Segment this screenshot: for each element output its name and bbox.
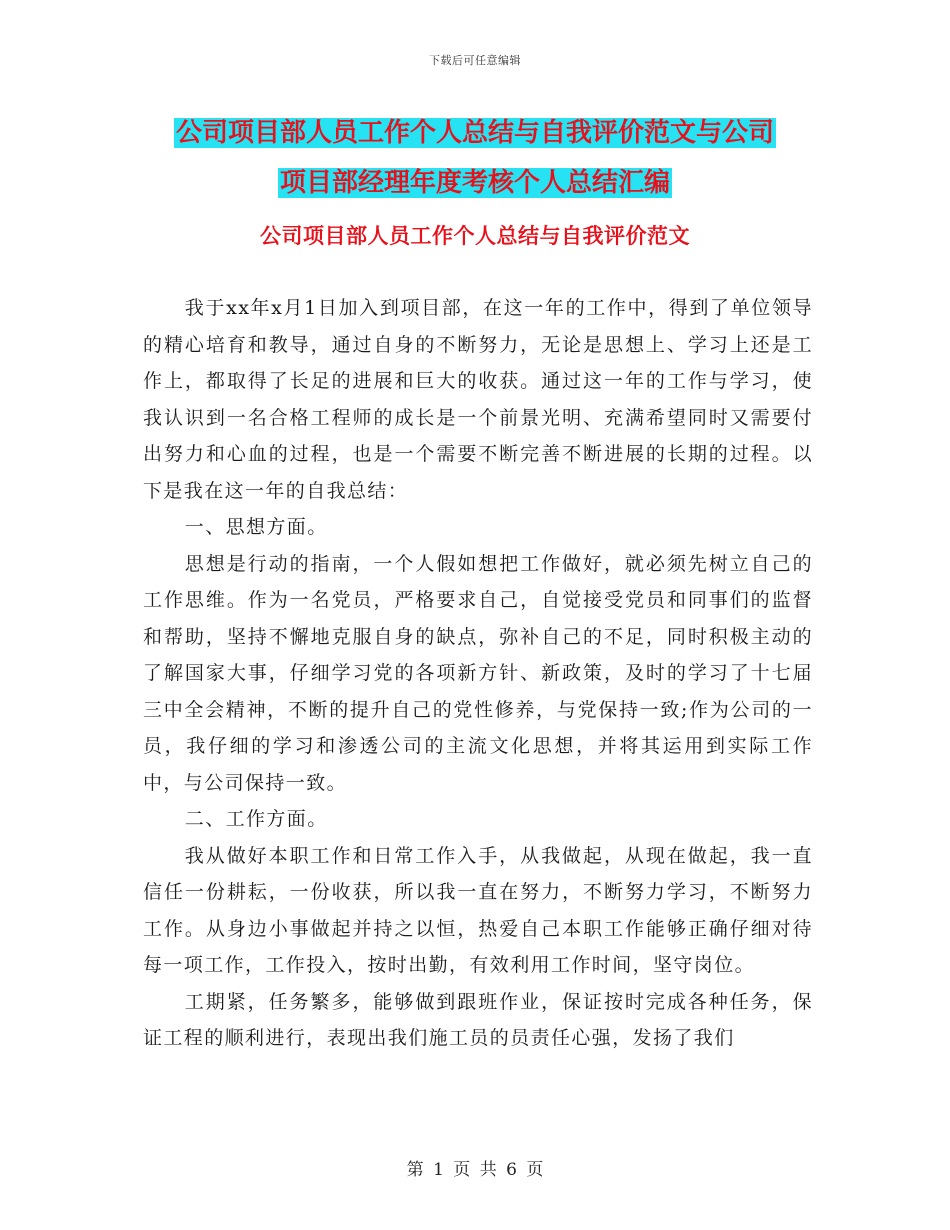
paragraph: 我从做好本职工作和日常工作入手，从我做起，从现在做起，我一直信任一份耕耘，一份收获，所以我一直在努力，不断努力学习，不断努力工作。从身边小事做起并持之以恒，热爱自己本职工作能够正确仔细对待每一项工作，工作投入，按时出勤，有效利用工作时间，坚守岗位。	[143, 844, 813, 976]
page-footer: 第 1 页 共 6 页	[406, 1160, 544, 1180]
document-title	[0, 108, 950, 208]
header-note: 下载后可任意编辑	[429, 54, 521, 67]
title-line-1: 公司项目部人员工作个人总结与自我评价范文与公司	[175, 118, 774, 148]
paragraph: 思想是行动的指南，一个人假如想把工作做好，就必须先树立自己的工作思维。作为一名党员，严格要求自己，自觉接受党员和同事们的监督和帮助，坚持不懈地克服自身的缺点，弥补自己的不足，同时积极主动的了解国家大事，仔细学习党的各项新方针、新政策，及时的学习了十七届三中全会精神，不断的提升自己的党性修养，与党保持一致;作为公司的一员，我仔细的学习和渗透公司的主流文化思想，并将其运用到实际工作中，与公司保持一致。	[143, 552, 813, 794]
paragraph: 我于xx年x月1日加入到项目部，在这一年的工作中，得到了单位领导的精心培育和教导，通过自身的不断努力，无论是思想上、学习上还是工作上，都取得了长足的进展和巨大的收获。通过这一年的工作与学习，使我认识到一名合格工程师的成长是一个前景光明、充满希望同时又需要付出努力和心血的过程，也是一个需要不断完善不断进展的长期的过程。以下是我在这一年的自我总结：	[143, 297, 813, 502]
section-title: 公司项目部人员工作个人总结与自我评价范文	[260, 224, 690, 248]
paragraph: 工期紧，任务繁多，能够做到跟班作业，保证按时完成各种任务，保证工程的顺利进行，表现出我们施工员的员责任心强，发扬了我们	[143, 990, 813, 1049]
paragraph: 二、工作方面。	[184, 808, 328, 830]
paragraph: 一、思想方面。	[184, 516, 328, 538]
title-line-2: 项目部经理年度考核个人总结汇编	[279, 168, 670, 198]
body-text	[143, 290, 813, 1057]
